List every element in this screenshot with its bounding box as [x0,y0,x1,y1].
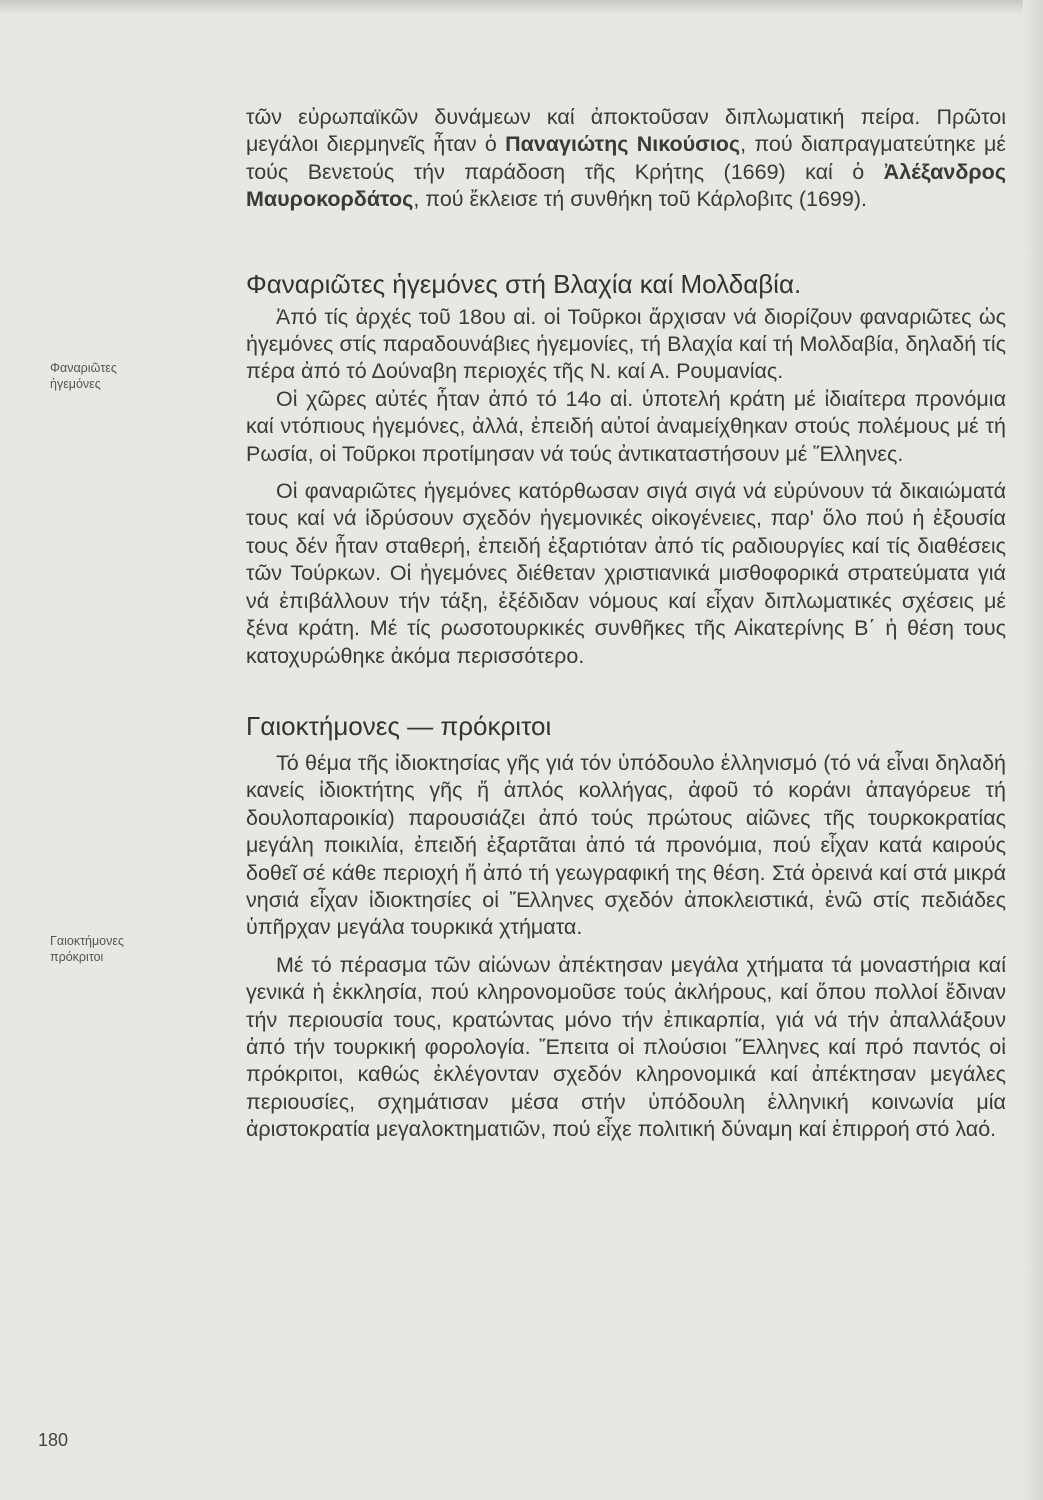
section-heading-phanariotes: Φαναριῶτες ἡγεμόνες στή Βλαχία καί Μολδαβία. [246,268,802,299]
margin-note-landowners [50,933,124,965]
intro-text: τῶν εὐρωπαϊκῶν δυνάμεων καί ἀποκτοῦσαν διπλωματική πείρα. Πρῶτοι μεγάλοι διερμηνεῖς ἦταν ὁ [246,105,1006,157]
person-name-nikousios: Παναγιώτης Νικούσιος [505,132,741,157]
section-heading-landowners: Γαιοκτήμονες — πρόκριτοι [246,710,552,741]
margin-note-phanariotes [50,360,117,392]
paragraph: Τό θέμα τῆς ἰδιοκτησίας γῆς γιά τόν ὑπόδουλο ἑλληνισμό (τό νά εἶναι δηλαδή κανείς ἰδιοκτήτης γῆς ἤ ἁπλός κολλήγας, ἀφοῦ τό κοράνι ἀπαγόρευε τή δουλοπαροικία) παρουσιάζει ἀπό τούς πρώτους αἰῶνες τῆς τουρκοκρατίας μεγάλη ποικιλία, ἐπειδή ἐξαρτᾶται ἀπό τά προνόμια, πού εἶχαν κατά καιρούς δοθεῖ σέ κάθε περιοχή ἤ ἀπό τή γεωγραφική της θέση. Στά ὀρεινά καί στά μικρά νησιά εἶχαν ἰδιοκτησίες οἱ Ἕλληνες σχεδόν ἀποκλειστικά, ἐνῶ στίς πεδιάδες ὑπῆρχαν μεγάλα τουρκικά χτήματα. [246,750,1006,940]
paragraph: Μέ τό πέρασμα τῶν αἰώνων ἀπέκτησαν μεγάλα χτήματα τά μοναστήρια καί γενικά ἡ ἐκκλησία, πού κληρονομοῦσε τούς ἀκλήρους, καί ὅπου πολλοί ἔδιναν τήν περιουσία τους, κρατώντας μόνο τήν ἐπικαρπία, γιά νά τήν ἀπαλλάξουν ἀπό τήν τουρκική φορολογία. Ἔπειτα οἱ πλούσιοι Ἕλληνες καί πρό παντός οἱ πρόκριτοι, καθώς ἐκλέγονταν σχεδόν κληρονομικά καί ἀπέκτησαν μεγάλες περιουσίες, σχημάτισαν μέσα στήν ὑπόδουλη ἑλληνική κοινωνία μία ἀριστοκρατία μεγαλοκτηματιῶν, πού εἶχε πολιτική δύναμη καί ἐπιρροή στό λαό. [246,952,1006,1142]
page-number: 180 [38,1430,69,1450]
paragraph: Οἱ φαναριῶτες ἡγεμόνες κατόρθωσαν σιγά σιγά νά εὐρύνουν τά δικαιώματά τους καί νά ἱδρύσουν σχεδόν ἡγεμονικές οἰκογένειες, παρ' ὅλο πού ἡ ἐξουσία τους δέν ἦταν σταθερή, ἐπειδή ἐξαρτιόταν ἀπό τίς ραδιουργίες καί τίς διαθέσεις τῶν Τούρκων. Οἱ ἡγεμόνες διέθεταν χριστιανικά μισθοφορικά στρατεύματα γιά νά ἐπιβάλλουν τήν τάξη, ἐξέδιδαν νόμους καί εἶχαν διπλωματικές σχέσεις μέ ξένα κράτη. Μέ τίς ρωσοτουρκικές συνθῆκες τῆς Αἰκατερίνης Β΄ ἡ θέση τους κατοχυρώθηκε ἀκόμα περισσότερο. [246,479,1006,668]
paragraph: Οἱ χῶρες αὐτές ἦταν ἀπό τό 14ο αἰ. ὑποτελή κράτη μέ ἰδιαίτερα προνόμια καί ντόπιους ἡγεμόνες, ἀλλά, ἐπειδή αὐτοί ἀναμείχθηκαν στούς πολέμους μέ τή Ρωσία, οἱ Τοῦρκοι προτίμησαν νά τούς ἀντικαταστήσουν μέ Ἕλληνες. [246,386,1006,466]
main-text-column [246,104,1006,1144]
intro-text: , πού διαπραγματεύτηκε μέ τούς Βενετούς τήν παράδοση τῆς Κρήτης (1669) καί ὁ [246,132,1006,184]
scan-shadow [1023,0,1043,1500]
intro-paragraph [246,104,1006,214]
margin-note-line: Φαναριῶτες [50,361,117,375]
margin-note-line: πρόκριτοι [50,950,104,964]
intro-text: , πού ἔκλεισε τή συνθήκη τοῦ Κάρλοβιτς (1699). [413,187,867,212]
scan-edge [0,0,1043,14]
margin-note-line: Γαιοκτήμονες [50,934,124,948]
paragraph: Ἀπό τίς ἀρχές τοῦ 18ου αἰ. οἱ Τοῦρκοι ἄρχισαν νά διορίζουν φαναριῶτες ὡς ἡγεμόνες στίς παραδουνάβιες ἡγεμονίες, τή Βλαχία καί τή Μολδαβία, δηλαδή τίς πέρα ἀπό τό Δούναβη περιοχές τῆς Ν. καί Α. Ρουμανίας. [246,304,1006,384]
margin-note-line: ἡγεμόνες [50,377,101,391]
person-name-mavrokordatos: Ἀλέξανδρος Μαυροκορδάτος [246,159,1006,212]
